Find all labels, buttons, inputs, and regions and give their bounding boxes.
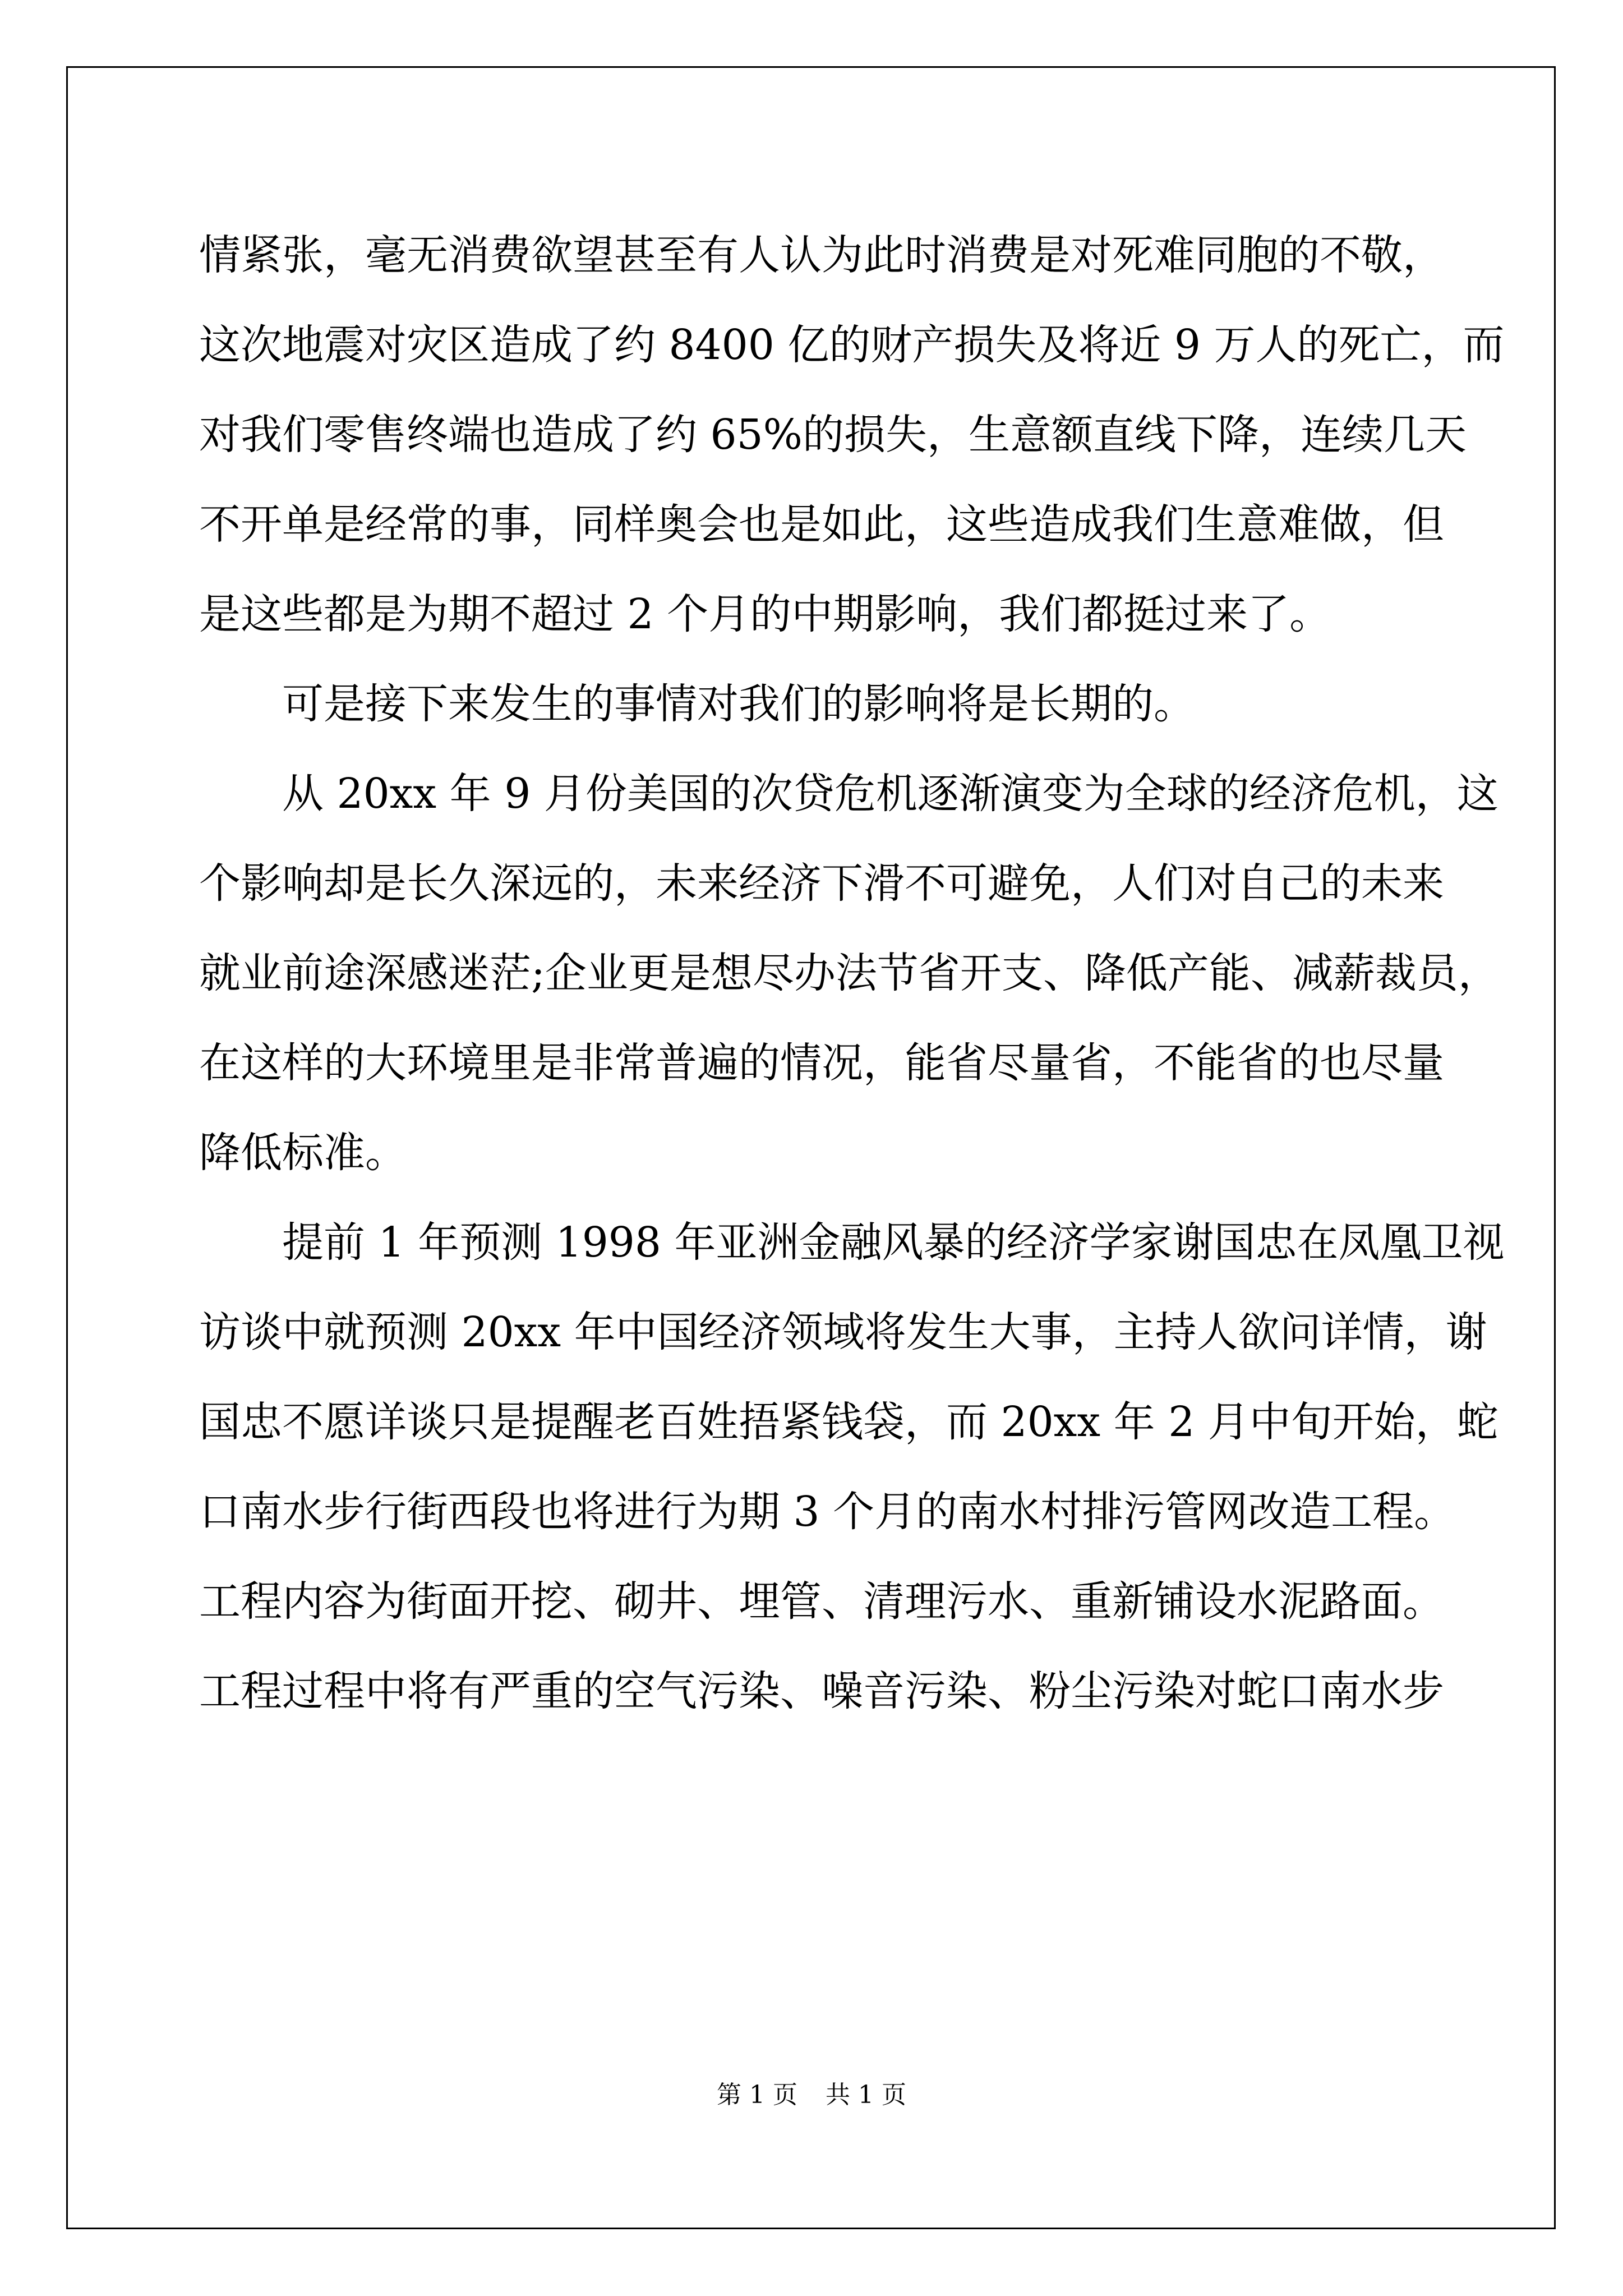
text-line: 工程过程中将有严重的空气污染、噪音污染、粉尘污染对蛇口南水步 bbox=[199, 1667, 1444, 1715]
text-line: 这次地震对灾区造成了约 8400 亿的财产损失及将近 9 万人的死亡，而 bbox=[199, 321, 1505, 369]
text-line: 工程内容为街面开挖、砌井、埋管、清理污水、重新铺设水泥路面。 bbox=[199, 1577, 1444, 1626]
text-line: 降低标准。 bbox=[199, 1129, 407, 1177]
text-line: 在这样的大环境里是非常普遍的情况，能省尽量省，不能省的也尽量 bbox=[199, 1039, 1444, 1087]
text-line: 提前 1 年预测 1998 年亚洲金融风暴的经济学家谢国忠在凤凰卫视 bbox=[282, 1218, 1505, 1267]
text-line: 从 20xx 年 9 月份美国的次贷危机逐渐演变为全球的经济危机，这 bbox=[282, 770, 1498, 818]
page-total: 共 1 页 bbox=[826, 2081, 906, 2109]
page-footer bbox=[0, 2078, 1623, 2112]
text-line: 个影响却是长久深远的，未来经济下滑不可避免，人们对自己的未来 bbox=[199, 859, 1444, 908]
text-line: 可是接下来发生的事情对我们的影响将是长期的。 bbox=[282, 680, 1195, 728]
text-line: 对我们零售终端也造成了约 65%的损失，生意额直线下降，连续几天 bbox=[199, 411, 1467, 459]
text-line: 不开单是经常的事，同样奥会也是如此，这些造成我们生意难做，但 bbox=[199, 500, 1444, 549]
page-number: 第 1 页 bbox=[717, 2081, 797, 2109]
text-line: 国忠不愿详谈只是提醒老百姓捂紧钱袋，而 20xx 年 2 月中旬开始，蛇 bbox=[199, 1398, 1498, 1446]
document-body bbox=[199, 210, 1505, 1736]
text-line: 口南水步行街西段也将进行为期 3 个月的南水村排污管网改造工程。 bbox=[199, 1488, 1456, 1536]
text-line: 是这些都是为期不超过 2 个月的中期影响，我们都挺过来了。 bbox=[199, 590, 1331, 638]
text-line: 访谈中就预测 20xx 年中国经济领域将发生大事，主持人欲问详情，谢 bbox=[199, 1308, 1487, 1356]
text-line: 情紧张，毫无消费欲望甚至有人认为此时消费是对死难同胞的不敬， bbox=[199, 231, 1444, 279]
text-line: 就业前途深感迷茫;企业更是想尽办法节省开支、降低产能、减薪裁员， bbox=[199, 949, 1500, 997]
